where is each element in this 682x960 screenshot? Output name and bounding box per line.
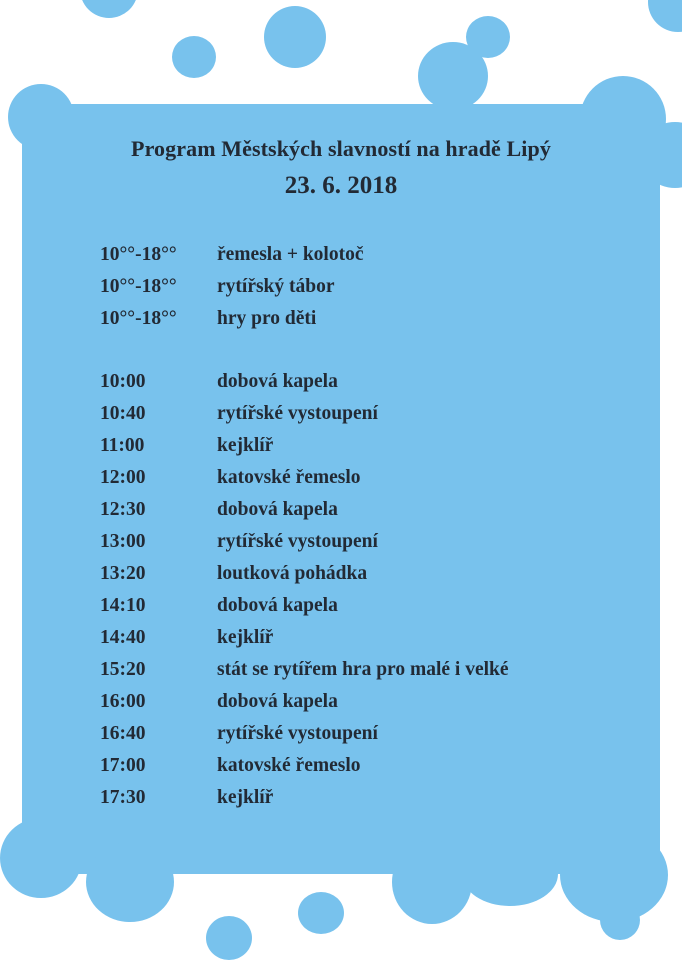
- schedule-time: 11:00: [100, 435, 145, 456]
- schedule-event: dobová kapela: [217, 691, 338, 712]
- schedule-time: 13:20: [100, 563, 146, 584]
- schedule-time: 10°°-18°°: [100, 244, 177, 265]
- schedule-time: 10:00: [100, 371, 146, 392]
- schedule-event: rytířské vystoupení: [217, 531, 378, 552]
- schedule-time: 12:00: [100, 467, 146, 488]
- schedule-event: stát se rytířem hra pro malé i velké: [217, 659, 509, 680]
- schedule-event: kejklíř: [217, 787, 274, 808]
- page-title: Program Městských slavností na hradě Lipý: [131, 136, 551, 161]
- schedule-event: dobová kapela: [217, 595, 338, 616]
- schedule-event: kejklíř: [217, 435, 274, 456]
- schedule-event: řemesla + kolotoč: [217, 244, 364, 265]
- schedule-event: dobová kapela: [217, 499, 338, 520]
- schedule-event: rytířské vystoupení: [217, 723, 378, 744]
- schedule-event: katovské řemeslo: [217, 755, 361, 776]
- schedule-time: 16:40: [100, 723, 146, 744]
- event-date: 23. 6. 2018: [284, 172, 398, 199]
- schedule-event: hry pro děti: [217, 308, 317, 329]
- schedule-time: 15:20: [100, 659, 146, 680]
- schedule-event: katovské řemeslo: [217, 467, 361, 488]
- schedule-time: 10°°-18°°: [100, 276, 177, 297]
- schedule-time: 17:30: [100, 787, 146, 808]
- schedule-event: rytířský tábor: [217, 276, 335, 297]
- schedule-event: kejklíř: [217, 627, 274, 648]
- schedule-time: 14:40: [100, 627, 146, 648]
- schedule-time: 14:10: [100, 595, 146, 616]
- schedule-time: 10°°-18°°: [100, 308, 177, 329]
- schedule-event: loutková pohádka: [217, 563, 368, 584]
- schedule-time: 13:00: [100, 531, 146, 552]
- schedule-event: dobová kapela: [217, 371, 338, 392]
- schedule-time: 16:00: [100, 691, 146, 712]
- schedule-time: 12:30: [100, 499, 146, 520]
- schedule-time: 17:00: [100, 755, 146, 776]
- schedule-event: rytířské vystoupení: [217, 403, 378, 424]
- schedule-time: 10:40: [100, 403, 146, 424]
